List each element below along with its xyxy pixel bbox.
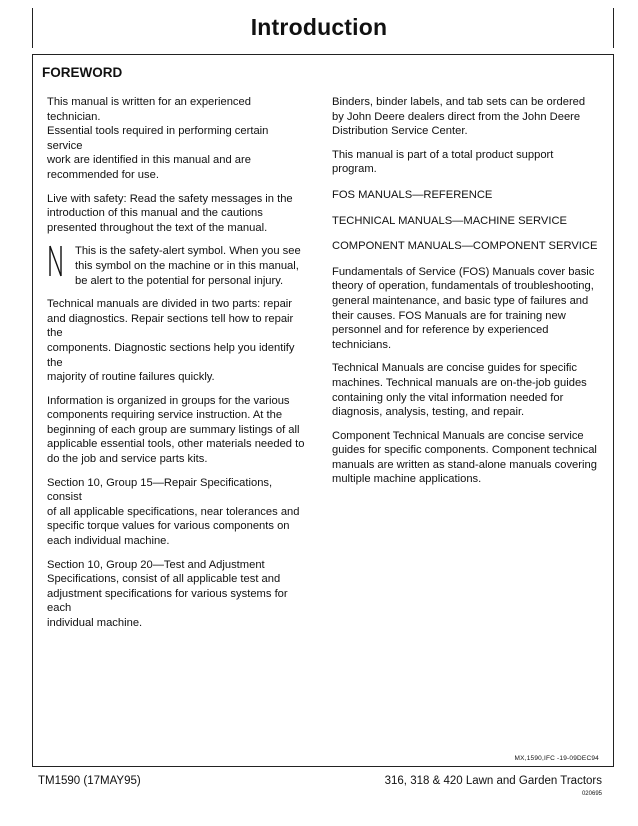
reference-code: MX,1590,IFC -19-09DEC94	[514, 755, 599, 762]
page-code: 020695	[581, 791, 602, 797]
paragraph: Technical manuals are divided in two parts: repair and diagnostics. Repair sections tell how to repair the components. Diagnostic sections help you identify the majority of routine failures quickly.	[47, 298, 295, 384]
safety-alert-text: This is the safety-alert symbol. When you see this symbol on the machine or in this manual, be alert to the potential for personal injury.	[75, 245, 301, 287]
paragraph: This manual is written for an experienced technician. Essential tools required in performing certain service work are identified in this manual and are recommended for use.	[47, 96, 269, 181]
right-column	[332, 95, 598, 496]
manual-number: TM1590 (17MAY95)	[38, 775, 141, 787]
page-title: Introduction	[250, 14, 388, 40]
paragraph: Fundamentals of Service (FOS) Manuals cover basic theory of operation, fundamentals of troubleshooting, general maintenance, and basic type of failures and their causes. FOS Manuals are for training new personnel and for reference by experienced technicians.	[332, 265, 595, 351]
paragraph: This manual is part of a total product support program.	[332, 148, 554, 176]
safety-alert	[47, 244, 305, 288]
paragraph: Section 10, Group 20—Test and Adjustment Specifications, consist of all applicable test and adjustment specifications for various systems for each individual machine.	[47, 558, 288, 629]
safety-alert-icon	[47, 244, 65, 280]
paragraph: Section 10, Group 15—Repair Specifications, consist of all applicable specifications, near tolerances and specific torque values for various components on each individual machine.	[47, 476, 300, 548]
manual-type-component: COMPONENT MANUALS—COMPONENT SERVICE	[332, 240, 598, 253]
paragraph: Component Technical Manuals are concise service guides for specific components. Component technical manuals are written as stand-alone manuals covering multiple machine applications.	[332, 429, 597, 486]
paragraph: Information is organized in groups for the various components requiring service instruction. At the beginning of each group are summary listings of all applicable essential tools, other materials needed to do the job and service parts kits.	[47, 394, 305, 466]
manual-type-technical: TECHNICAL MANUALS—MACHINE SERVICE	[332, 214, 567, 227]
paragraph: Binders, binder labels, and tab sets can be ordered by John Deere dealers direct from the John Deere Distribution Service Center.	[332, 96, 586, 138]
left-column	[47, 95, 305, 640]
manual-product: 316, 318 & 420 Lawn and Garden Tractors	[384, 775, 602, 787]
paragraph: Live with safety: Read the safety messages in the introduction of this manual and the cautions presented throughout the text of the manual.	[47, 192, 293, 234]
foreword-box	[32, 54, 614, 767]
foreword-heading: FOREWORD	[42, 65, 123, 80]
paragraph: Technical Manuals are concise guides for specific machines. Technical manuals are on-the-job guides containing only the vital information needed for diagnosis, analysis, testing, and repair.	[332, 362, 587, 419]
manual-type-fos: FOS MANUALS—REFERENCE	[332, 188, 493, 201]
